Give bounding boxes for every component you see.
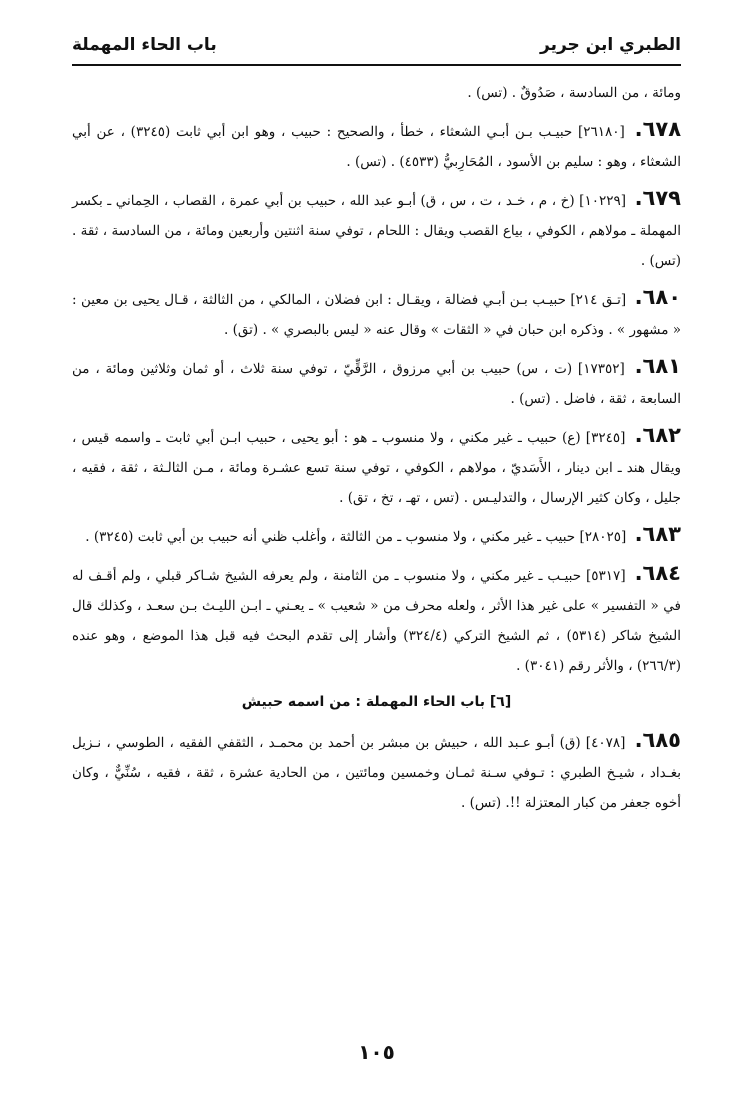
entry-number: ٦٨٣. — [634, 522, 681, 546]
entry-number: ٦٨٥. — [634, 728, 681, 752]
page-body — [72, 78, 681, 824]
entry-685 — [72, 725, 681, 818]
entry-text: [٤٠٧٨] (ق) أبـو عـبد الله ، حبيش بن مبشر بن أحمد بن محمـد ، الثقفي الفقيه ، الطوسي ، نـزيل بغـداد ، شيـخ الطبري : تـوفي سـنة ثمـان وخمسين ومائتين ، من الحادية عشرة ، ثقة ، فقيه ، سُنِّيٌّ ، وكان أخوه جعفر من كبار المعتزلة !!. (تس) . — [72, 735, 681, 811]
entry-number: ٦٧٨. — [634, 117, 682, 141]
entry-number: ٦٨٤. — [634, 561, 681, 585]
continued-text: ومائة ، من السادسة ، صَدُوقٌ . (تس) . — [467, 85, 681, 101]
entry-text: [٣٢٤٥] (ع) حبيب ـ غير مكني ، ولا منسوب ـ هو : أبو يحيى ، حبيب ابـن أبي ثابت ـ واسمه قيس ، ويقال هند ـ ابن دينار ، الأَسَديّ ، مولاهم ، الكوفي ، توفي سنة تسع عشـرة ومائة ، مـن الثالـثة ، ثقة ، فقيه ، جليل ، وكان كثير الإرسال ، والتدليـس . (تس ، تهـ ، تخ ، تق) . — [72, 430, 681, 506]
page-number: ١٠٥ — [358, 1040, 395, 1064]
entry-682 — [72, 420, 681, 513]
entry-text: [١٧٣٥٢] (ت ، س) حبيب بن أبي مرزوق ، الرَّقِّيّ ، توفي سنة ثلاث ، أو ثمان وثلاثين ومائة ، من السابعة ، ثقة ، فاضل . (تس) . — [72, 361, 681, 407]
entry-678 — [72, 114, 681, 177]
entry-number: ٦٧٩. — [634, 186, 681, 210]
entry-number: ٦٨١. — [634, 354, 681, 378]
entry-text: [٥٣١٧] حبيـب ـ غير مكني ، ولا منسوب ـ من الثامنة ، ولم يعرفه الشيخ شـاكر قبلي ، ولم أقـف له في « التفسير » على غير هذا الأثر ، ولعله محرف من « شعيب » ـ يعـني ـ ابـن الليـث بـن سعـد ، وكذلك قال الشيخ شاكر (٥٣١٤) ، ثم الشيخ التركي (٣٢٤/٤) وأشار إلى تقدم البحث فيه قبل هذا الموضع ، وهو عنده (٢٦٦/٣) ، والأثر رقم (٣٠٤١) . — [72, 568, 681, 674]
entry-text: [٢٨٠٢٥] حبيب ـ غير مكني ، ولا منسوب ـ من الثالثة ، وأغلب ظني أنه حبيب بن أبي ثابت (٣٢٤٥) . — [85, 529, 627, 545]
section-heading: [٦] باب الحاء المهملة : من اسمه حبيش — [241, 694, 512, 710]
entry-680 — [72, 282, 681, 345]
header-chapter-title: باب الحاء المهملة — [72, 35, 217, 55]
header-divider — [72, 64, 681, 66]
running-header — [72, 30, 681, 60]
entry-679 — [72, 183, 681, 276]
entry-text: [تـق ٢١٤] حبيـب بـن أبـي فضالة ، ويقـال : ابن فضلان ، المالكي ، من الثالثة ، قـال يحيى بن معين : « مشهور » . وذكره ابن حبان في « الثقات » وقال عنه « ليس بالبصري » . (تق) . — [72, 292, 681, 338]
header-book-title: الطبري ابن جرير — [540, 35, 681, 55]
entry-number: ٦٨٠. — [634, 285, 682, 309]
entry-681 — [72, 351, 681, 414]
entry-684 — [72, 558, 681, 681]
entry-text: [٢٦١٨٠] حبيـب بـن أبـي الشعثاء ، خطأ ، والصحيح : حبيب ، وهو ابن أبي ثابت (٣٢٤٥) ، عن أبي الشعثاء ، وهو : سليم بن الأسود ، المُحَارِبيُّ (٤٥٣٣) . (تس) . — [72, 124, 681, 170]
entry-text: [١٠٢٢٩] (خ ، م ، خـد ، ت ، س ، ق) أبـو عبد الله ، حبيب بن أبي عمرة ، القصاب ، الحِماني ـ بكسر المهملة ـ مولاهم ، الكوفي ، بياع القصب ويقال : اللحام ، توفي سنة اثنتين وأربعين ومائة ، من السادسة ، ثقة . (تس) . — [72, 193, 681, 269]
entry-683 — [72, 519, 681, 552]
entry-number: ٦٨٢. — [634, 423, 681, 447]
